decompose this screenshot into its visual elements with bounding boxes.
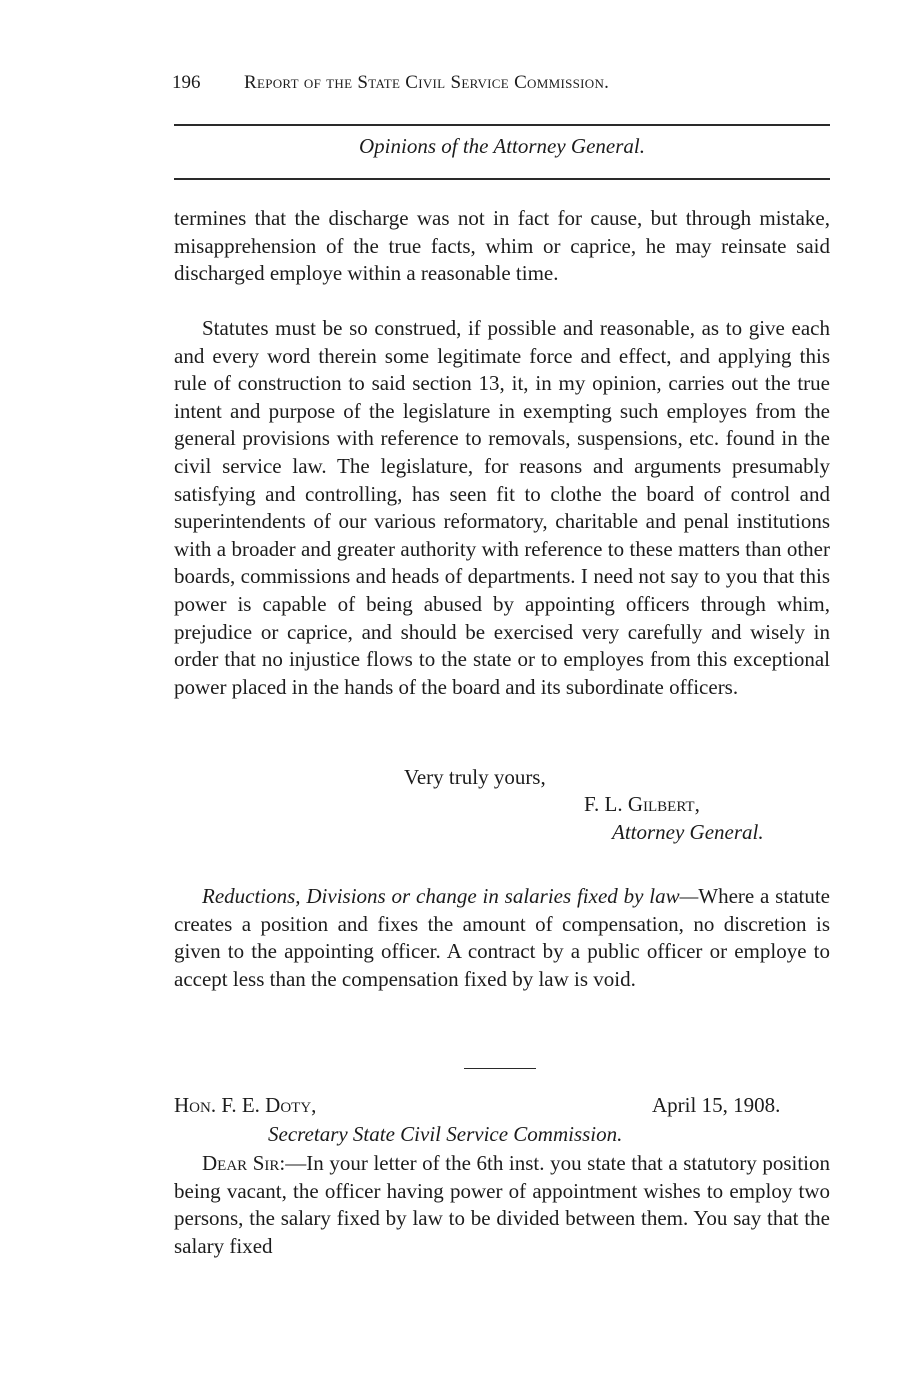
salutation: Dear Sir: [202,1151,286,1175]
signer-title: Attorney General. [612,820,764,844]
syllabus-paragraph [174,883,830,993]
syllabus-lead: Reductions, Divisions or change in salaries fixed by law— [202,884,699,908]
syllabus-text: Where a statute creates a position and fixes the amount of compensation, no discretion is given to the appointing officer. A contract by a public officer or employe to accept less than the compensation fixed by law is void. [174,884,830,991]
signer-name-text: F. L. Gilbert, [584,792,700,816]
section-separator [464,1068,536,1069]
letter-body [174,1150,830,1260]
running-title: Report of the State Civil Service Commission. [244,72,610,93]
syllabus [174,883,830,993]
opinion-continuation [174,205,830,288]
letter-date: April 15, 1908. [652,1093,781,1117]
signer-name [584,792,700,817]
addressee-title: Secretary State Civil Service Commission. [268,1122,623,1146]
addressee: Hon. F. E. Doty, [174,1093,317,1117]
page-header [172,66,832,100]
opinion-body [174,315,830,701]
page-number: 196 [172,72,201,93]
header-rule-top [174,124,830,126]
section-heading: Opinions of the Attorney General. [359,134,645,158]
header-rule-bottom [174,178,830,180]
valediction: Very truly yours, [404,765,546,789]
paragraph: Statutes must be so construed, if possible and reasonable, as to give each and every word therein some legitimate force and effect, and applying this rule of construction to said section 13, it, in my opinion, carries out the true intent and purpose of the legislature in exempting such employes from the general provisions with reference to removals, suspensions, etc. found in the civil service law. The legislature, for reasons and arguments presumably satisfying and controlling, has seen fit to clothe the board of control and superintendents of our various reformatory, charitable and penal institutions with a broader and greater authority with reference to these matters than other boards, commissions and heads of departments. I need not say to you that this power is capable of being abused by appointing officers through whim, prejudice or caprice, and should be exercised very carefully and wisely in order that no injustice flows to the state or to employes from this exceptional power placed in the hands of the board and its subordinate officers. [174,316,830,699]
letter-paragraph [174,1150,830,1260]
letter-text: —In your letter of the 6th inst. you state that a statutory position being vacant, the officer having power of appointment wishes to employ two persons, the salary fixed by law to be divided between them. You say that the salary fixed [174,1151,830,1258]
paragraph: termines that the discharge was not in fact for cause, but through mistake, misapprehension of the true facts, whim or caprice, he may reinsate said discharged employe within a reasonable time. [174,206,830,286]
